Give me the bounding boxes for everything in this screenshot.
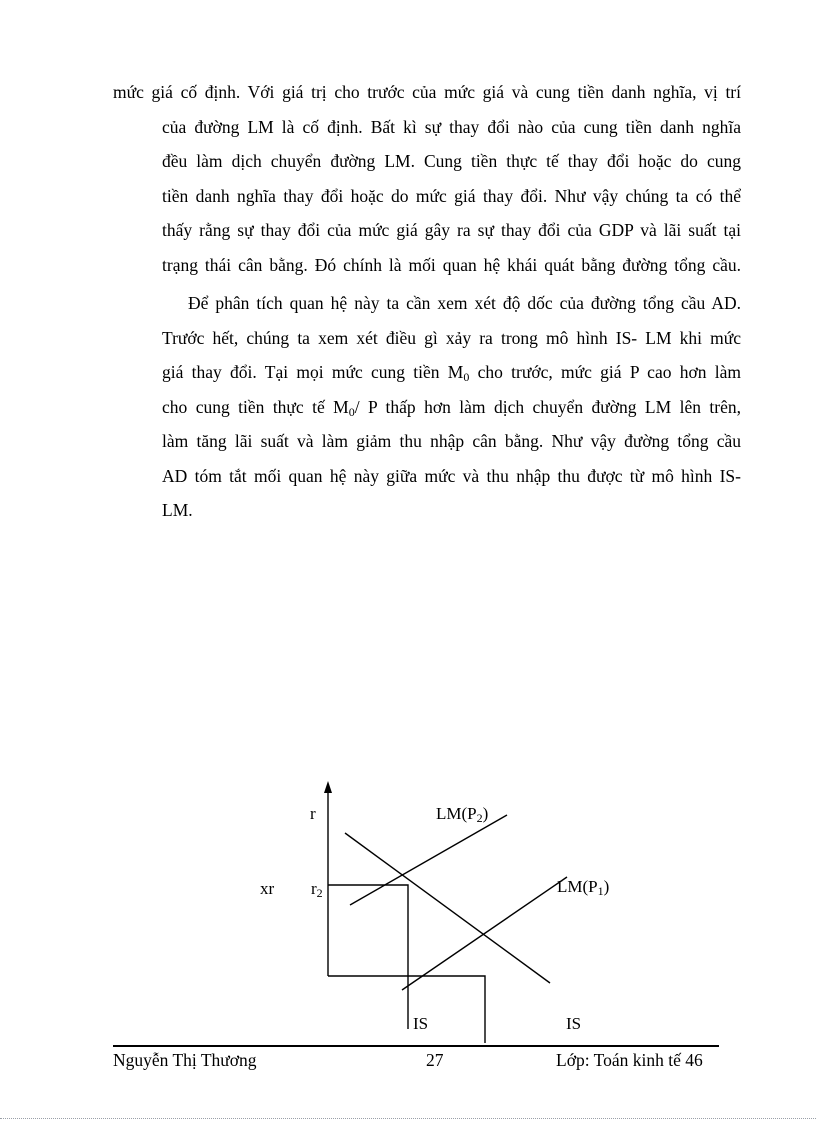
r1-guide [328, 976, 485, 1043]
subscript: 2 [316, 886, 323, 900]
paragraph-2-line: AD tóm tắt mối quan hệ này giữa mức và thu nhập thu được từ mô hình IS- [162, 465, 741, 486]
text-run: giá thay đổi. Tại mọi mức cung tiền M [162, 362, 464, 382]
label-text: ) [603, 877, 610, 896]
text-run: cho cung tiền thực tế M [162, 396, 349, 417]
page-bottom-dotted-edge [0, 1118, 816, 1119]
footer-author: Nguyễn Thị Thương [113, 1050, 257, 1070]
paragraph-1-line: thấy rằng sự thay đổi của mức giá gây ra sự thay đổi của GDP và lãi suất tại [162, 220, 741, 240]
xr-label: xr [260, 879, 275, 898]
text-run: / P thấp hơn làm dịch chuyển đường LM lên trên, [354, 396, 741, 417]
paragraph-2-line: làm tăng lãi suất và làm giảm thu nhập cân bằng. Như vậy đường tổng cầu [162, 431, 741, 451]
subscript: 2 [476, 811, 483, 825]
label-text: LM(P [557, 877, 598, 896]
paragraph-1-line: trạng thái cân bằng. Đó chính là mối quan hệ khái quát bằng đường tổng cầu. [162, 254, 741, 275]
footer-class: Lớp: Toán kinh tế 46 [556, 1050, 703, 1070]
is-label-left: IS [413, 1014, 429, 1033]
label-text: ) [482, 804, 489, 823]
label-text: r [311, 879, 317, 898]
paragraph-1-line: của đường LM là cố định. Bất kì sự thay đổi nào của cung tiền danh nghĩa [162, 116, 741, 137]
lm-p2-curve [350, 815, 507, 905]
y-axis-arrowhead [324, 781, 332, 793]
subscript: 1 [597, 884, 604, 898]
text-run: cho trước, mức giá P cao hơn làm [469, 362, 742, 382]
lm-p1-curve [402, 877, 567, 990]
paragraph-2-line: Để phân tích quan hệ này ta cần xem xét độ dốc của đường tổng cầu AD. [188, 293, 741, 313]
r2-dashed-guide [328, 885, 408, 1029]
lm-p2-label [436, 804, 488, 824]
lm-p1-label [557, 877, 609, 897]
is-curve [345, 833, 550, 983]
paragraph-1-line: tiền danh nghĩa thay đổi hoặc do mức giá thay đổi. Như vậy chúng ta có thể [162, 185, 741, 206]
label-text: LM(P [436, 804, 477, 823]
paragraph-2-line: Trước hết, chúng ta xem xét điều gì xảy ra trong mô hình IS- LM khi mức [162, 327, 741, 348]
paragraph-2-line: LM. [162, 500, 193, 520]
subscript: 0 [348, 404, 355, 419]
is-label-right: IS [566, 1014, 582, 1033]
paragraph-1-line: mức giá cố định. Với giá trị cho trước của mức giá và cung tiền danh nghĩa, vị trí [113, 82, 741, 102]
subscript: 0 [463, 370, 470, 384]
paragraph-1-line: đều làm dịch chuyển đường LM. Cung tiền thực tế thay đổi hoặc do cung [162, 151, 741, 171]
footer-divider [113, 1045, 719, 1047]
r2-label [311, 879, 323, 899]
y-axis-label: r [310, 804, 316, 823]
page-number: 27 [426, 1050, 444, 1070]
